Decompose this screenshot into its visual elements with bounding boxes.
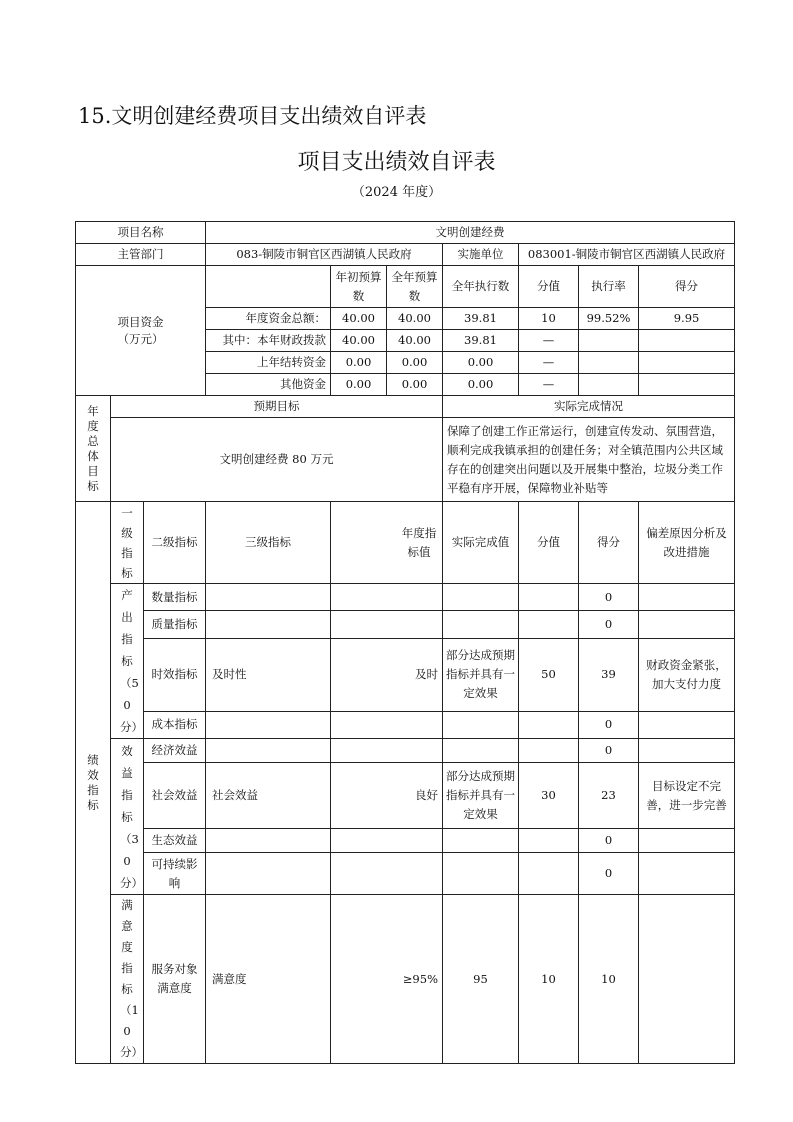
ind-score: 0 — [579, 829, 639, 853]
funds-row-score-value: — — [519, 374, 579, 396]
ind-annual: ≥95% — [331, 895, 443, 1064]
ind-level3 — [206, 829, 331, 853]
ind-deviation: 财政资金紧张，加大支付力度 — [639, 638, 735, 711]
ind-level2: 生态效益 — [144, 829, 206, 853]
ind-actual — [443, 829, 519, 853]
ind-deviation — [639, 711, 735, 738]
header-score: 得分 — [639, 266, 735, 308]
funds-row-full: 0.00 — [387, 374, 443, 396]
header-rate: 执行率 — [579, 266, 639, 308]
ind-annual — [331, 739, 443, 763]
ind-level3: 满意度 — [206, 895, 331, 1064]
funds-header-blank — [206, 266, 331, 308]
header-actual-value: 实际完成值 — [443, 502, 519, 584]
ind-score-value: 30 — [519, 763, 579, 829]
ind-actual — [443, 853, 519, 895]
header-executed: 全年执行数 — [443, 266, 519, 308]
goals-label — [76, 396, 111, 502]
benefit-label — [111, 739, 144, 895]
ind-level2: 可持续影响 — [144, 853, 206, 895]
funds-row-rate — [579, 352, 639, 374]
funds-row-initial: 40.00 — [331, 330, 387, 352]
funds-row-label: 其中：本年财政拨款 — [206, 330, 331, 352]
ind-score-value — [519, 611, 579, 638]
project-name-label: 项目名称 — [76, 222, 206, 244]
header-annual-value — [331, 502, 443, 584]
ind-deviation — [639, 584, 735, 611]
ind-level2: 经济效益 — [144, 739, 206, 763]
actual-goal-header: 实际完成情况 — [443, 396, 735, 418]
indicators-label — [76, 502, 111, 1064]
ind-deviation — [639, 611, 735, 638]
satisfaction-label — [111, 895, 144, 1064]
funds-label-line2: （万元） — [117, 331, 164, 346]
funds-row-score — [639, 330, 735, 352]
header-ind-score: 得分 — [579, 502, 639, 584]
ind-deviation: 目标设定不完善，进一步完善 — [639, 763, 735, 829]
ind-annual — [331, 611, 443, 638]
ind-level3 — [206, 853, 331, 895]
ind-score-value — [519, 853, 579, 895]
funds-row-executed: 0.00 — [443, 352, 519, 374]
ind-level3 — [206, 711, 331, 738]
funds-row-executed: 0.00 — [443, 374, 519, 396]
ind-annual — [331, 711, 443, 738]
indicators-label-text: 绩效指标 — [87, 752, 99, 812]
funds-row-initial: 0.00 — [331, 352, 387, 374]
ind-level3 — [206, 584, 331, 611]
ind-actual: 部分达成预期指标并具有一定效果 — [443, 763, 519, 829]
ind-actual — [443, 584, 519, 611]
funds-row-score-value: — — [519, 330, 579, 352]
header-ind-score-value: 分值 — [519, 502, 579, 584]
ind-score: 0 — [579, 711, 639, 738]
ind-score-value — [519, 829, 579, 853]
output-label — [111, 584, 144, 739]
ind-annual — [331, 584, 443, 611]
funds-row-initial: 40.00 — [331, 308, 387, 330]
impl-label: 实施单位 — [443, 244, 519, 266]
funds-row-label: 上年结转资金 — [206, 352, 331, 374]
ind-level3 — [206, 739, 331, 763]
ind-annual: 及时 — [331, 638, 443, 711]
header-level1-text: 一级指标 — [121, 505, 133, 580]
ind-score-value — [519, 711, 579, 738]
funds-row-executed: 39.81 — [443, 308, 519, 330]
funds-row-rate — [579, 330, 639, 352]
funds-row-score: 9.95 — [639, 308, 735, 330]
ind-level2: 服务对象满意度 — [144, 895, 206, 1064]
form-title: 项目支出绩效自评表 — [297, 150, 496, 175]
dept-label: 主管部门 — [76, 244, 206, 266]
ind-actual: 部分达成预期指标并具有一定效果 — [443, 638, 519, 711]
ind-deviation — [639, 853, 735, 895]
funds-row-rate: 99.52% — [579, 308, 639, 330]
funds-row-score-value: 10 — [519, 308, 579, 330]
ind-annual: 良好 — [331, 763, 443, 829]
funds-label — [76, 266, 206, 396]
ind-score-value: 50 — [519, 638, 579, 711]
benefit-label-text: 效益指标（30分） — [120, 743, 143, 890]
ind-level3: 社会效益 — [206, 763, 331, 829]
ind-deviation — [639, 739, 735, 763]
funds-row-rate — [579, 374, 639, 396]
header-full-budget: 全年预算数 — [387, 266, 443, 308]
funds-row-label: 其他资金 — [206, 374, 331, 396]
ind-score-value — [519, 739, 579, 763]
ind-actual — [443, 739, 519, 763]
funds-row-label: 年度资金总额： — [206, 308, 331, 330]
funds-row-score-value: — — [519, 352, 579, 374]
funds-row-executed: 39.81 — [443, 330, 519, 352]
ind-score-value — [519, 584, 579, 611]
ind-level2: 质量指标 — [144, 611, 206, 638]
ind-level2: 成本指标 — [144, 711, 206, 738]
ind-deviation — [639, 829, 735, 853]
actual-goal: 保障了创建工作正常运行，创建宣传发动、氛围营造，顺利完成我镇承担的创建任务；对全镇范围内公共区域存在的创建突出问题以及开展集中整治，垃圾分类工作平稳有序开展，保障物业补贴等 — [443, 418, 735, 502]
output-label-text: 产出指标（50分） — [120, 588, 143, 734]
evaluation-table — [75, 221, 735, 1064]
ind-score-value: 10 — [519, 895, 579, 1064]
ind-deviation — [639, 895, 735, 1064]
satisfaction-label-text: 满意度指标（10分） — [120, 898, 143, 1059]
ind-score: 39 — [579, 638, 639, 711]
header-annual-value-text: 年度指标值 — [401, 525, 437, 559]
funds-row-score — [639, 374, 735, 396]
ind-level2: 时效指标 — [144, 638, 206, 711]
ind-score: 10 — [579, 895, 639, 1064]
funds-row-full: 0.00 — [387, 352, 443, 374]
ind-score: 0 — [579, 584, 639, 611]
ind-level3: 及时性 — [206, 638, 331, 711]
header-level1 — [111, 502, 144, 584]
ind-score: 0 — [579, 853, 639, 895]
funds-row-full: 40.00 — [387, 308, 443, 330]
header-level2: 二级指标 — [144, 502, 206, 584]
impl-value: 083001-铜陵市铜官区西湖镇人民政府 — [519, 244, 735, 266]
goals-label-text: 年度总体目标 — [87, 403, 99, 493]
header-deviation: 偏差原因分析及改进措施 — [639, 502, 735, 584]
project-name: 文明创建经费 — [206, 222, 735, 244]
ind-score: 23 — [579, 763, 639, 829]
ind-actual — [443, 611, 519, 638]
page-heading: 15.文明创建经费项目支出绩效自评表 — [78, 104, 427, 128]
funds-label-line1: 项目资金 — [117, 314, 164, 329]
expected-goal: 文明创建经费 80 万元 — [111, 418, 443, 502]
dept-value: 083-铜陵市铜官区西湖镇人民政府 — [206, 244, 443, 266]
ind-annual — [331, 853, 443, 895]
ind-score: 0 — [579, 611, 639, 638]
ind-actual — [443, 711, 519, 738]
ind-level2: 社会效益 — [144, 763, 206, 829]
funds-row-initial: 0.00 — [331, 374, 387, 396]
header-initial-budget: 年初预算数 — [331, 266, 387, 308]
form-year: （2024 年度） — [351, 185, 442, 200]
ind-actual: 95 — [443, 895, 519, 1064]
ind-score: 0 — [579, 739, 639, 763]
ind-annual — [331, 829, 443, 853]
ind-level3 — [206, 611, 331, 638]
ind-level2: 数量指标 — [144, 584, 206, 611]
expected-goal-header: 预期目标 — [111, 396, 443, 418]
header-score-value: 分值 — [519, 266, 579, 308]
funds-row-full: 40.00 — [387, 330, 443, 352]
header-level3: 三级指标 — [206, 502, 331, 584]
funds-row-score — [639, 352, 735, 374]
